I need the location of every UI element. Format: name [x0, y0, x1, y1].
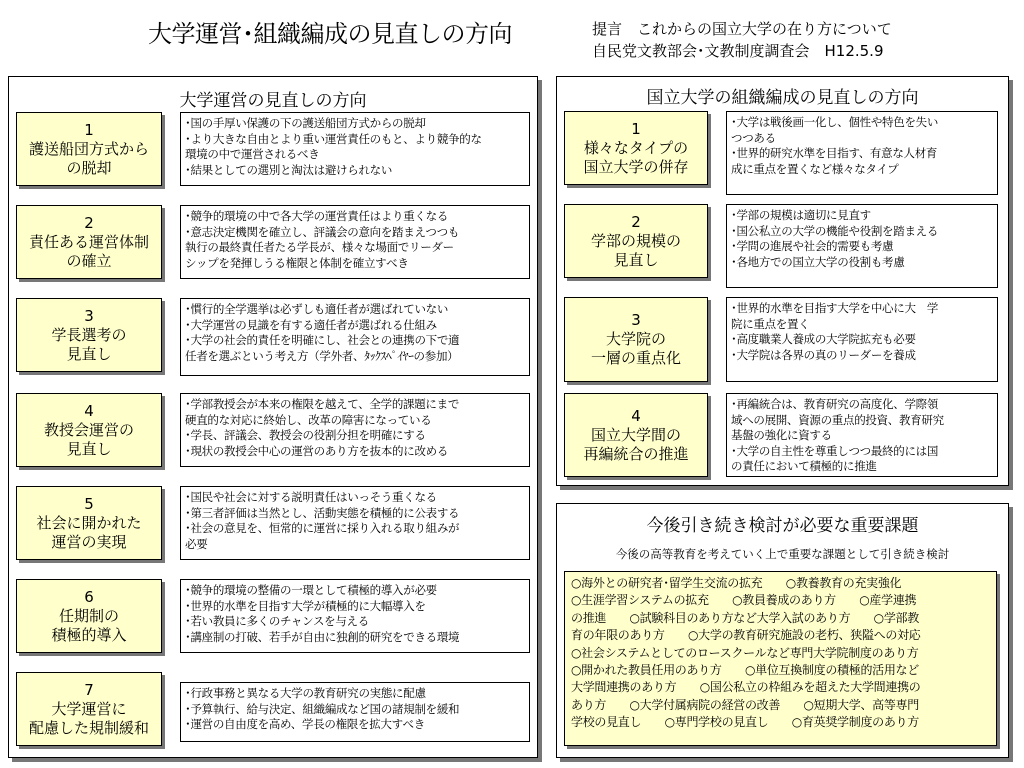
issues-panel-title: 今後引き続き検討が必要な重要課題 [646, 516, 919, 536]
item-heading-line: 任期制の [58, 606, 119, 625]
description-line: ･国の手厚い保護の下の護送船団方式からの脱却 [185, 116, 426, 130]
item-heading-line: 教授会運営の [43, 420, 134, 439]
item-number: 4 [84, 401, 94, 420]
issues-line: ○社会システムとしてのロースクールなど専門大学院制度のあり方 [571, 645, 919, 660]
description-line: 必要 [185, 536, 208, 551]
description-line: 執行の最終責任者たる学長が、様々な場面でリーダー [185, 240, 454, 254]
issues-line: 学校の見直し ○専門学校の見直し ○育英奨学制度のあり方 [571, 715, 919, 730]
issues-subtitle: 今後の高等教育を考えていく上で重要な課題として引き続き検討 [615, 547, 950, 561]
item-number: 1 [631, 119, 641, 138]
item-heading-line: 大学院の [605, 330, 666, 348]
issues-list [564, 571, 997, 746]
item-number: 2 [631, 212, 641, 231]
item-heading-line: 護送船団方式から [28, 139, 149, 158]
left-item-2-description [180, 205, 530, 279]
right-item-2-heading [564, 204, 708, 278]
issues-line: ○生涯学習システムの拡充 ○教員養成のあり方 ○産学連携 [571, 593, 917, 608]
source-committee: 自民党文教部会･文教制度調査会 H12.5.9 [592, 42, 884, 60]
description-line: ･学問の進展や社会的需要も考慮 [731, 239, 894, 253]
description-line: ･競争的環境の中で各大学の運営責任はより重くなる [185, 209, 449, 223]
item-number: 3 [84, 306, 94, 325]
item-heading-line: 配慮した規制緩和 [28, 718, 149, 737]
page-title: 大学運営･組織編成の見直しの方向 [148, 20, 512, 48]
description-line: つつある [731, 130, 776, 145]
item-number: 1 [84, 120, 94, 139]
description-line: 硬直的な対応に終始し、改革の障害になっている [185, 412, 432, 427]
item-number: 7 [84, 680, 94, 699]
description-line: ･若い教員に多くのチャンスを与える [185, 614, 369, 628]
description-line: ･予算執行、給与決定、組織編成など国の諸規制を緩和 [185, 701, 460, 716]
left-item-3-heading [16, 298, 162, 372]
description-line: 院に重点を置く [731, 316, 810, 331]
left-item-7-heading [16, 672, 162, 746]
description-line: ･現状の教授会中心の運営のあり方を抜本的に改める [185, 443, 449, 458]
item-heading-line: 国立大学の併存 [583, 157, 689, 176]
right-item-4-description [726, 393, 998, 477]
right-item-1-heading [564, 111, 708, 185]
right-item-1-description [726, 111, 998, 195]
item-number: 3 [631, 311, 641, 329]
left-panel-title: 大学運営の見直しの方向 [179, 91, 367, 111]
left-item-3-description [180, 298, 530, 376]
right-item-4-heading [564, 393, 708, 477]
description-line: ･学部の規模は適切に見直す [731, 208, 871, 222]
item-heading-line: 再編統合の推進 [583, 444, 689, 463]
item-heading-line: 見直し [66, 344, 112, 363]
item-heading-line: 一層の重点化 [590, 349, 681, 367]
item-heading-line: 社会に開かれた [36, 513, 142, 532]
item-heading-line: 責任ある運営体制 [28, 232, 149, 251]
issues-line: ○開かれた教員任用のあり方 ○単位互換制度の積極的活用など [571, 663, 919, 678]
item-heading-line: の確立 [66, 251, 112, 270]
item-heading-line: 見直し [66, 439, 112, 458]
description-line: ･社会の意見を、恒常的に運営に採り入れる取り組みが [185, 521, 460, 535]
left-item-4-heading [16, 393, 162, 467]
item-number: 6 [84, 587, 94, 606]
description-line: ･世界的水準を目指す大学を中心に大 学 [731, 301, 939, 315]
item-heading-line: 大学運営に [51, 699, 127, 718]
item-number: 2 [84, 213, 94, 232]
description-line: ･慣行的全学選挙は必ずしも適任者が選ばれていない [185, 302, 449, 316]
right-item-3-description [726, 297, 998, 382]
description-line: ･学部教授会が本来の権限を越えて、全学的課題にまで [185, 397, 460, 411]
description-line: ･国民や社会に対する説明責任はいっそう重くなる [185, 490, 437, 504]
issues-line: 育の年限のあり方 ○大学の教育研究施設の老朽、狭隘への対応 [571, 628, 921, 643]
description-line: シップを発揮しうる権限と体制を確立すべき [185, 255, 409, 270]
description-line: ･より大きな自由とより重い運営責任のもと、より競争的な [185, 131, 482, 146]
description-line: の責任において積極的に推進 [731, 459, 877, 473]
description-line: ･行政事務と異なる大学の教育研究の実態に配慮 [185, 686, 426, 700]
description-line: 基盤の強化に資する [731, 428, 832, 442]
item-heading-line: 国立大学間の [590, 425, 681, 444]
item-heading-line: 積極的導入 [51, 625, 127, 644]
description-line: ･大学の自主性を尊重しつつ最終的には国 [731, 443, 939, 458]
item-heading-line: 学部の規模の [590, 231, 681, 250]
left-item-1-description [180, 112, 530, 186]
right-item-2-description [726, 204, 998, 288]
right-panel-title: 国立大学の組織編成の見直しの方向 [646, 88, 919, 108]
left-item-5-description [180, 486, 530, 560]
description-line: ･学長、評議会、教授会の役割分担を明確にする [185, 428, 426, 442]
right-item-3-heading [564, 297, 708, 382]
left-item-5-heading [16, 486, 162, 560]
left-item-6-description [180, 579, 530, 653]
issues-line: ○海外との研究者･留学生交流の拡充 ○教養教育の充実強化 [571, 576, 902, 590]
item-number: 5 [84, 494, 94, 513]
source-proposal: 提言 これからの国立大学の在り方について [592, 20, 892, 38]
issues-line: の推進 ○試験科目のあり方など大学入試のあり方 ○学部教 [571, 610, 919, 625]
left-item-4-description [180, 393, 530, 467]
description-line: ･競争的環境の整備の一環として積極的導入が必要 [185, 583, 437, 597]
item-heading-line: 見直し [613, 250, 659, 269]
left-item-6-heading [16, 579, 162, 653]
description-line: ･大学の社会的責任を明確にし、社会との連携の下で適 [185, 333, 460, 347]
left-item-2-heading [16, 205, 162, 279]
description-line: ･大学は戦後画一化し、個性や特色を失い [731, 115, 939, 129]
item-heading-line: 運営の実現 [51, 532, 127, 551]
item-heading-line: 学長選考の [51, 325, 127, 344]
item-heading-line: 様々なタイプの [583, 138, 689, 157]
description-line: ･大学院は各界の真のリーダーを養成 [731, 347, 916, 362]
description-line: 任者を選ぶという考え方（学外者、ﾀｯｸｽﾍﾟｲﾔｰの参加） [185, 348, 459, 363]
description-line: ･運営の自由度を高め、学長の権限を拡大すべき [185, 717, 425, 731]
description-line: ･結果としての選別と淘汰は避けられない [185, 162, 393, 177]
description-line: ･第三者評価は当然とし、活動実態を積極的に公表する [185, 505, 460, 520]
description-line: 域への展開、資源の重点的投資、教育研究 [731, 412, 944, 427]
description-line: ･再編統合は、教育研究の高度化、学際領 [731, 397, 939, 411]
description-line: ･国公私立の大学の機能や役割を踏まえる [731, 223, 939, 238]
issues-line: 大学間連携のあり方 ○国公私立の枠組みを超えた大学間連携の [571, 680, 921, 695]
description-line: 成に重点を置くなど様々なタイプ [731, 161, 899, 176]
description-line: ･高度職業人養成の大学院拡充も必要 [731, 332, 916, 346]
description-line: ･講座制の打破、若手が自由に独創的研究をできる環境 [185, 629, 460, 644]
item-number: 4 [631, 406, 641, 425]
description-line: ･大学運営の見識を有する適任者が選ばれる仕組み [185, 317, 437, 332]
item-heading-line: の脱却 [66, 158, 112, 177]
issues-line: あり方 ○大学付属病院の経営の改善 ○短期大学、高等専門 [571, 697, 919, 712]
left-item-1-heading [16, 112, 162, 186]
left-item-7-description [180, 682, 530, 742]
description-line: ･各地方での国立大学の役割も考慮 [731, 254, 905, 269]
description-line: 環境の中で運営されるべき [185, 147, 320, 161]
description-line: ･意志決定機関を確立し、評議会の意向を踏まえつつも [185, 224, 460, 239]
description-line: ･世界的水準を目指す大学が積極的に大幅導入を [185, 598, 426, 613]
description-line: ･世界的研究水準を目指す、有意な人材育 [731, 146, 938, 160]
